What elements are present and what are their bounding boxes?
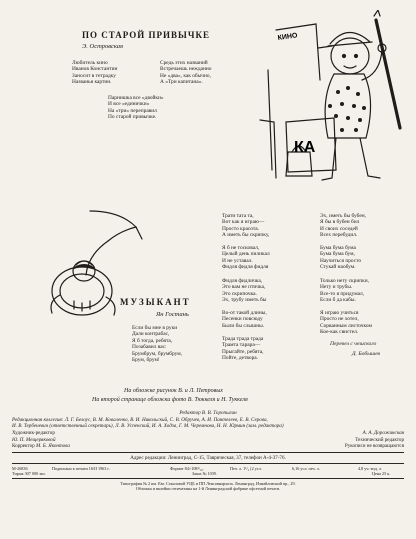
poem-stanza: [222, 245, 270, 271]
art-editor-name: А. А. Дорожинская: [362, 430, 404, 436]
poem-line: А иметь бы скрипку,: [222, 232, 270, 239]
divider: [12, 463, 404, 464]
poem-line: Средь этих названий: [160, 60, 208, 66]
poem-line: Песенки повсюду: [222, 316, 263, 323]
editorial-address: Адрес редакции: Ленинград, С-15, Таврическая, 37, телефон А-4-37-76.: [130, 455, 286, 461]
poem-line: Эх, трубу иметь бы: [222, 297, 267, 304]
divider: [12, 478, 404, 479]
proofreader-label: Корректор: [12, 443, 35, 450]
poem-line: Трати тата та,: [222, 213, 254, 219]
boy-cinema-illustration: [258, 10, 408, 195]
poem-line: Встречаешь нежданно: [160, 66, 212, 73]
poem-line: Просто красота.: [222, 225, 260, 232]
poem-line: Фидля фидличка,: [222, 278, 263, 284]
poem-stanza: [320, 245, 361, 271]
print-code: М-26836: [12, 466, 28, 471]
poem-line: Названья картин.: [72, 79, 112, 86]
poem-line: Я б не тосковал,: [222, 245, 260, 251]
poem-line: Позабавил вас:: [132, 344, 167, 351]
tech-editor-label: Технический редактор: [355, 436, 404, 443]
poem-line: Во-от такой длины,: [222, 310, 267, 316]
poem-stanza: [222, 278, 266, 304]
poem-line: Брум, брум!: [132, 357, 160, 364]
poem-line: Кое-как свистел.: [320, 329, 359, 336]
printer-info: [12, 481, 404, 491]
poem-author: Э. Островская: [82, 43, 124, 50]
poem-line: Пойте, детвора.: [222, 355, 259, 362]
cover-credit: На второй странице обложки фото В. Тюккеля и Н. Туккеля: [92, 397, 248, 403]
boy-tuba-illustration: [28, 205, 158, 325]
poem-line: Были бы слышны.: [222, 322, 265, 329]
proofreader-name: М. Б. Яконтова: [36, 443, 70, 450]
poem-line: Бума бума бума: [320, 245, 356, 251]
poem-line: Брумбрум, брумбрум,: [132, 350, 183, 357]
poem-stanza: [132, 325, 182, 363]
cover-credit: На обложке рисунок В. и Л. Петровых: [124, 388, 223, 394]
print-cond-sheets: 6,16 усл. печ. л.: [292, 466, 320, 471]
print-price: Цена 25 к.: [372, 471, 391, 477]
poem-stanza: [222, 310, 267, 329]
address-line: [12, 455, 404, 462]
print-order: Заказ № 1039.: [192, 471, 217, 477]
poem-stanza: [108, 95, 164, 121]
poem-line: Нету и трубы.: [320, 284, 353, 291]
print-details: [12, 466, 404, 476]
poem-line: Не «два», как обычно,: [160, 72, 211, 79]
poem-line: Стукай наобум.: [320, 264, 356, 271]
editorial-board: И. В. Тербеневич (ответственный секретарь), Л. В. Успенский, И. А. Ходза, Г. М. Черемнова, Н. Н. Юрмин (зам. редактора): [12, 423, 284, 430]
poem-stanza: [72, 60, 117, 86]
poem-stanza: [320, 310, 372, 336]
poem-line: Это скрипочка.: [222, 290, 257, 297]
art-editor-label: Художник-редактор: [12, 430, 55, 436]
cinema-sign: КИНО: [277, 32, 298, 42]
divider: [12, 452, 404, 453]
editorial-board: Редакционная коллегия: Л. Г. Белоус, В. М. Коваленко, В. И. Никольский, С. В. Обручев, А. И. Пантелеев, Е. В. Серова,: [12, 416, 268, 423]
printer-line: Обложка и вклейки отпечатаны на 1-й Ленинградской фабрике офсетной печати.: [135, 486, 281, 492]
poem-line: Трамта тарара—: [222, 342, 261, 349]
poem-line: И все «единички»: [108, 101, 150, 108]
poem-line: Трада трада трада: [222, 336, 264, 342]
poem-line: Бума бума бум,: [320, 251, 355, 258]
poem-line: Фидля фидля фидля: [222, 264, 269, 271]
poem-line: По старой привычке.: [108, 114, 157, 121]
poem-line: Если б да кабы.: [320, 297, 356, 304]
poem-line: Просто не хотел,: [320, 316, 359, 323]
poem-stanza: [222, 213, 269, 239]
poem-line: И своих соседей: [320, 225, 358, 232]
staff-right: [312, 430, 404, 450]
poem-author: Ян Гостань: [156, 311, 189, 318]
poem-line: Научиться просто: [320, 257, 362, 264]
print-run: Тираж 307 000 экз.: [12, 471, 46, 477]
staff-left: [12, 430, 70, 450]
print-edit-sheets: 4,8 уч.-изд. л.: [358, 466, 383, 471]
poem-line: Заносит в тетрадку: [72, 72, 116, 79]
tech-editor-name: Ю. П. Мещеряковой: [12, 436, 56, 443]
translation-note: Перевел с чешского: [330, 341, 377, 347]
poem-line: Я б тогда, ребята,: [132, 337, 173, 344]
poem-line: Только нету скрипки,: [320, 278, 369, 284]
poem-line: Все-то я придумал,: [320, 290, 365, 297]
poem-line: Сорванным листочком: [320, 322, 372, 329]
poem-line: Вот как я играю—: [222, 219, 265, 226]
poem-stanza: [160, 60, 211, 86]
poem-line: Эх, иметь бы бубен,: [320, 213, 366, 219]
poem-line: Любитель кино: [72, 60, 108, 66]
poem-line: Целый день пиликал: [222, 251, 270, 258]
poster-letters: КА: [294, 139, 316, 156]
print-signed: Подписано к печати 16/II 1963 г.: [52, 466, 110, 471]
poem-title: ПО СТАРОЙ ПРИВЫЧКЕ: [82, 30, 210, 40]
poem-line: Парнишка все «двойки»: [108, 95, 164, 101]
poem-line: Это вам не птичка,: [222, 284, 266, 291]
poem-line: А «Три капитана».: [160, 79, 203, 86]
poem-line: Иванов Константин: [72, 66, 118, 73]
poem-line: Я играю учиться: [320, 310, 359, 316]
poem-line: Я бы в бубен бил: [320, 219, 360, 226]
poem-title: МУЗЫКАНТ: [120, 297, 191, 307]
poem-line: И не уставал.: [222, 257, 253, 264]
manuscripts-note: Рукописи не возвращаются: [344, 443, 404, 450]
poem-line: Если бы мне в руки: [132, 325, 178, 331]
poem-line: Прыгайте, ребята,: [222, 348, 264, 355]
poem-stanza: [320, 213, 366, 239]
poem-line: Дали контрабас,: [132, 331, 170, 338]
translator-name: Д. Бобышев: [352, 351, 381, 357]
print-sheets: Печ. л. 1¹/₂ (2 усл.: [230, 466, 262, 471]
poem-line: Всех перебудил.: [320, 232, 358, 239]
poem-line: На «три» переправил: [108, 107, 157, 114]
editor-line: Редактор В. В. Торопыгин: [179, 410, 237, 416]
printer-line: Типография № 2 им. Евг. Соколовой УЦБ и ПП Ленсовнархоза. Ленинград, Измайловский пр., 29.: [120, 481, 296, 486]
poem-stanza: [222, 336, 263, 362]
print-format: Формат 84×108¹/₁₆.: [170, 466, 204, 471]
poem-stanza: [320, 278, 369, 304]
colophon: [12, 410, 404, 430]
